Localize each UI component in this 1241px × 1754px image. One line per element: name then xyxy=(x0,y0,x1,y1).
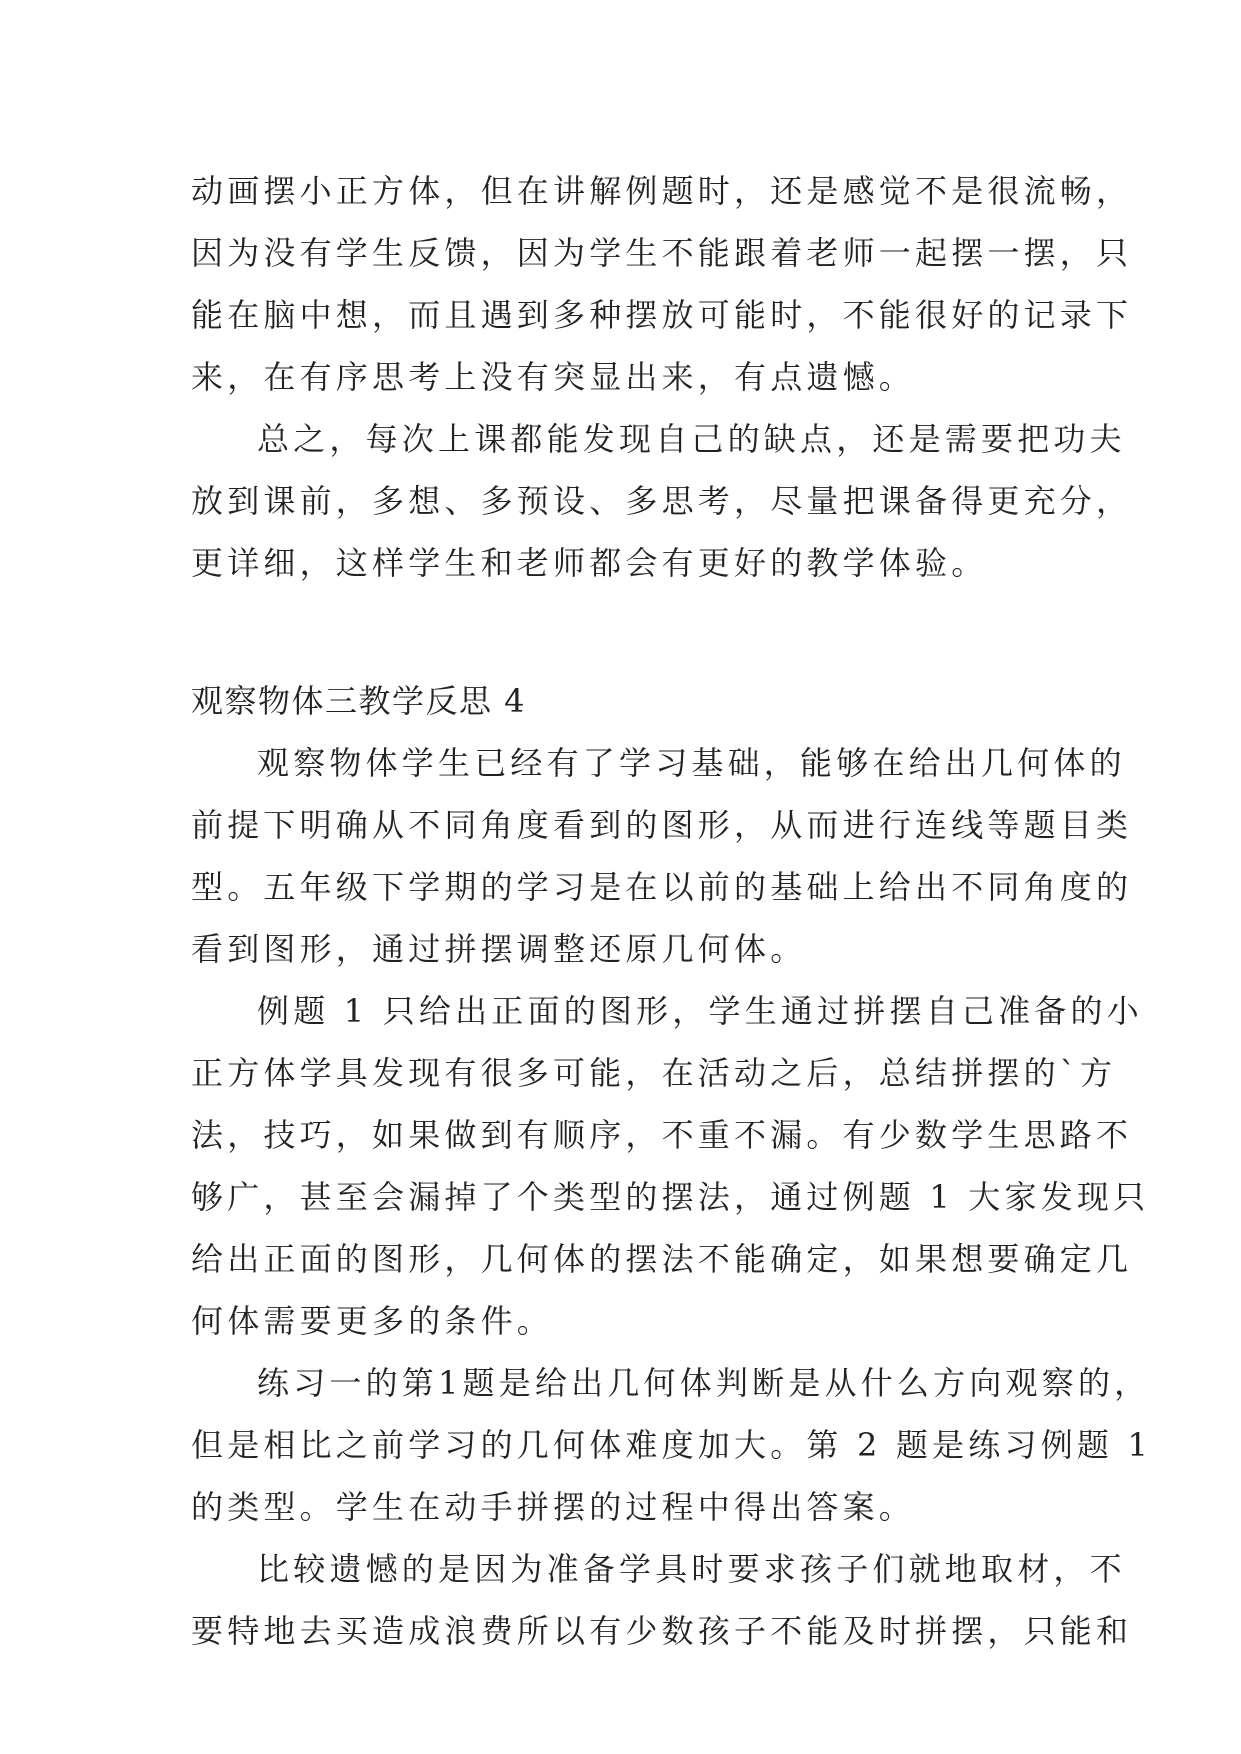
paragraph xyxy=(191,980,1150,1352)
text-line: 练习一的第1题是给出几何体判断是从什么方向观察的， xyxy=(257,1364,1151,1402)
text-line: 观察物体学生已经有了学习基础，能够在给出几何体的 xyxy=(257,744,1126,782)
text-line: 能在脑中想，而且遇到多种摆放可能时，不能很好的记录下 xyxy=(191,296,1133,334)
text-line: 够广，甚至会漏掉了个类型的摆法，通过例题 1 大家发现只 xyxy=(191,1178,1150,1216)
text-line: 因为没有学生反馈，因为学生不能跟着老师一起摆一摆，只 xyxy=(191,234,1133,272)
text-line: 型。五年级下学期的学习是在以前的基础上给出不同角度的 xyxy=(191,868,1133,906)
text-line: 给出正面的图形，几何体的摆法不能确定，如果想要确定几 xyxy=(191,1240,1133,1278)
paragraph xyxy=(191,732,1133,980)
text-line: 放到课前，多想、多预设、多思考，尽量把课备得更充分， xyxy=(191,482,1133,520)
text-line: 何体需要更多的条件。 xyxy=(191,1302,554,1340)
paragraph xyxy=(191,160,1133,408)
text-line: 比较遗憾的是因为准备学具时要求孩子们就地取材，不 xyxy=(257,1550,1126,1588)
text-line: 更详细，这样学生和老师都会有更好的教学体验。 xyxy=(191,544,988,582)
text-line: 要特地去买造成浪费所以有少数孩子不能及时拼摆，只能和 xyxy=(191,1612,1133,1650)
text-line: 但是相比之前学习的几何体难度加大。第 2 题是练习例题 1 xyxy=(191,1426,1153,1464)
text-line: 法，技巧，如果做到有顺序，不重不漏。有少数学生思路不 xyxy=(191,1116,1133,1154)
text-line: 动画摆小正方体，但在讲解例题时，还是感觉不是很流畅， xyxy=(191,172,1133,210)
text-line: 看到图形，通过拼摆调整还原几何体。 xyxy=(191,930,807,968)
text-line: 总之，每次上课都能发现自己的缺点，还是需要把功夫 xyxy=(257,420,1126,458)
section-gap xyxy=(191,594,1061,670)
text-line: 的类型。学生在动手拼摆的过程中得出答案。 xyxy=(191,1488,916,1526)
document-page xyxy=(191,160,1153,1662)
paragraph xyxy=(191,1352,1153,1538)
section-title: 观察物体三教学反思 4 xyxy=(191,682,527,720)
text-line: 例题 1 只给出正面的图形，学生通过拼摆自己准备的小 xyxy=(257,992,1143,1030)
text-line: 正方体学具发现有很多可能，在活动之后，总结拼摆的`方 xyxy=(191,1054,1117,1092)
paragraph xyxy=(191,1538,1133,1662)
text-line: 来，在有序思考上没有突显出来，有点遗憾。 xyxy=(191,358,916,396)
text-line: 前提下明确从不同角度看到的图形，从而进行连线等题目类 xyxy=(191,806,1133,844)
paragraph xyxy=(191,408,1133,594)
